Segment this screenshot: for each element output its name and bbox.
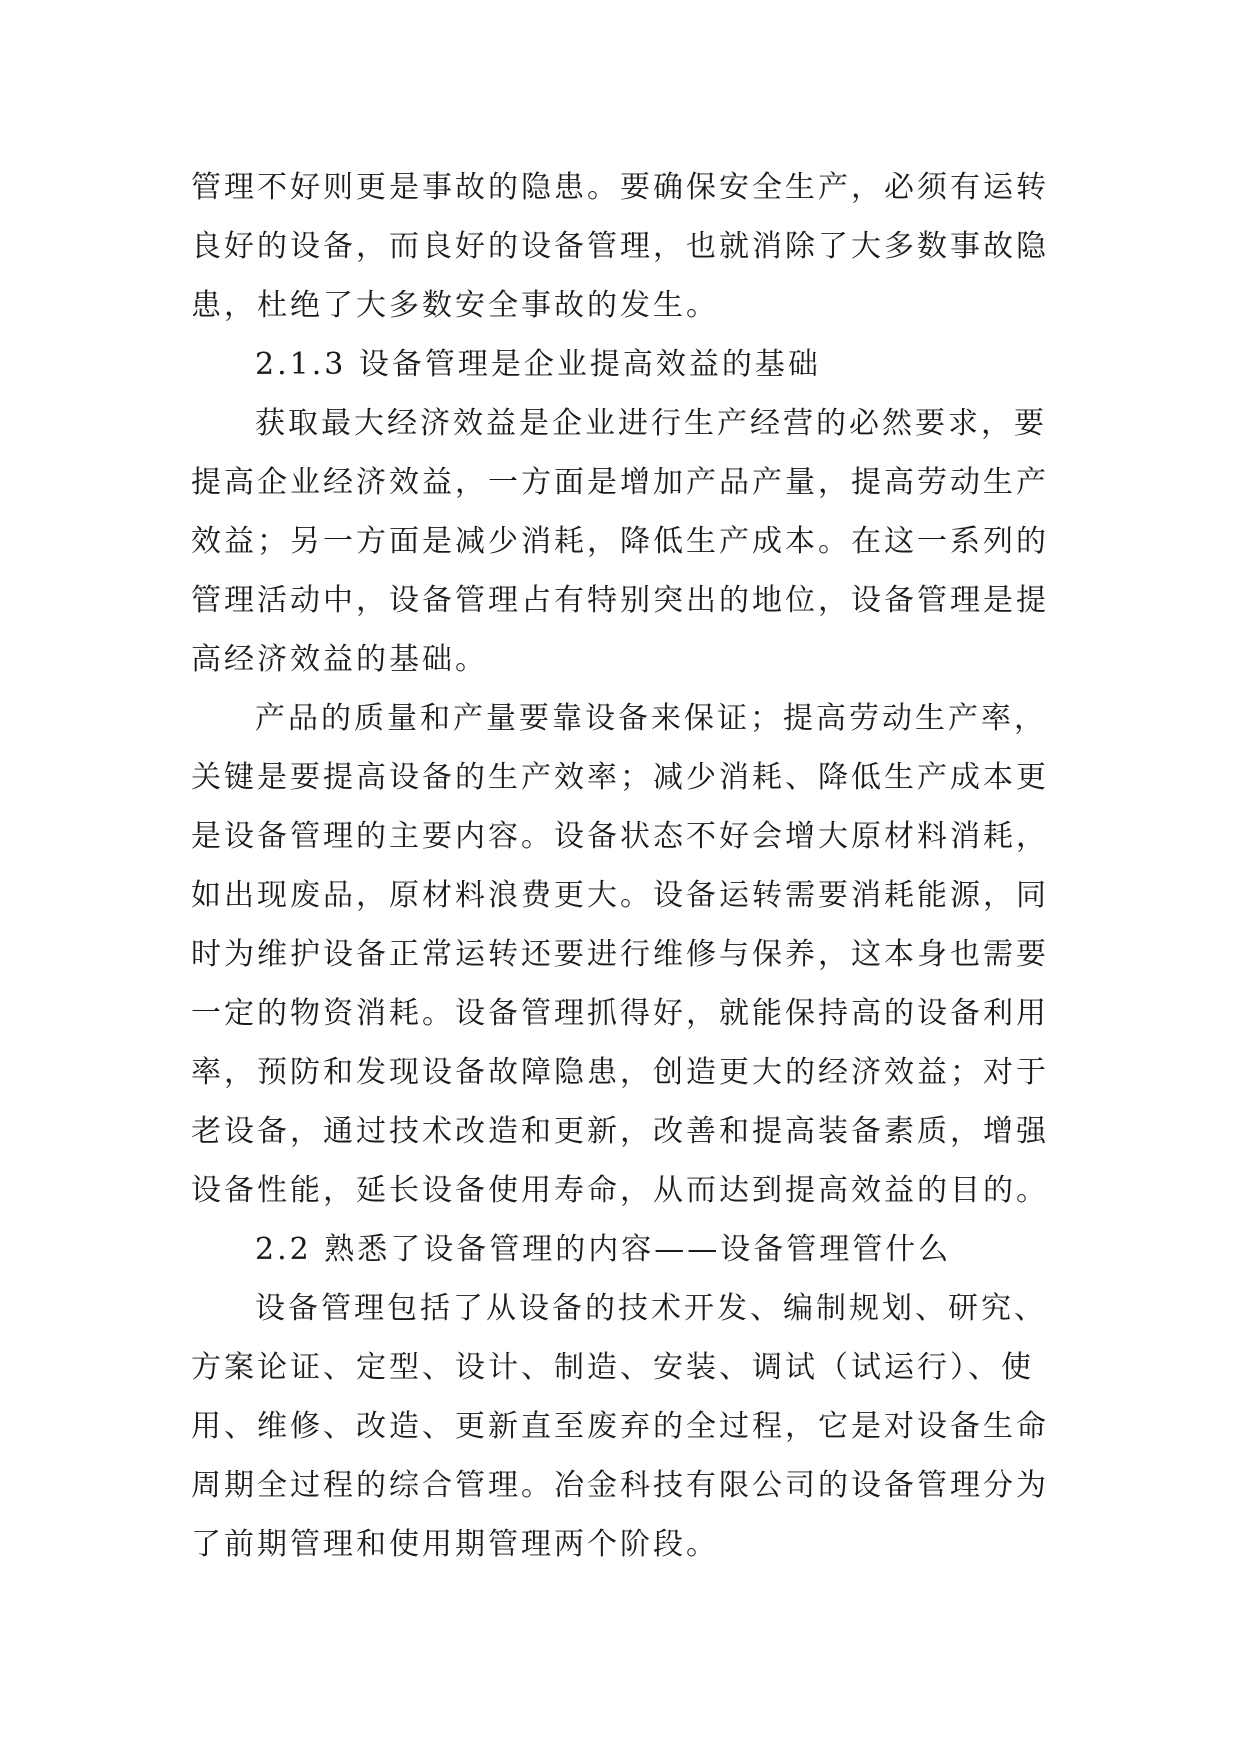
text-line: 关键是要提高设备的生产效率；减少消耗、降低生产成本更 [191,760,1049,795]
text-line: 是设备管理的主要内容。设备状态不好会增大原材料消耗， [191,819,1049,854]
text-line: 方案论证、定型、设计、制造、安装、调试（试运行）、使 [191,1350,1034,1385]
text-line: 一定的物资消耗。设备管理抓得好，就能保持高的设备利用 [191,996,1049,1031]
text-line: 产品的质量和产量要靠设备来保证；提高劳动生产率， [255,701,1047,736]
text-line: 高经济效益的基础。 [191,642,488,677]
text-line: 管理活动中，设备管理占有特别突出的地位，设备管理是提 [191,583,1049,618]
text-line: 效益；另一方面是减少消耗，降低生产成本。在这一系列的 [191,524,1049,559]
text-line: 获取最大经济效益是企业进行生产经营的必然要求，要 [255,406,1047,441]
text-line: 时为维护设备正常运转还要进行维修与保养，这本身也需要 [191,937,1049,972]
text-line: 周期全过程的综合管理。冶金科技有限公司的设备管理分为 [191,1468,1049,1503]
text-line: 如出现废品，原材料浪费更大。设备运转需要消耗能源，同 [191,878,1049,913]
text-line: 率，预防和发现设备故障隐患，创造更大的经济效益；对于 [191,1055,1049,1090]
text-line: 了前期管理和使用期管理两个阶段。 [191,1527,719,1562]
text-line: 患，杜绝了大多数安全事故的发生。 [191,288,719,323]
text-line: 用、维修、改造、更新直至废弃的全过程，它是对设备生命 [191,1409,1049,1444]
text-line: 设备管理包括了从设备的技术开发、编制规划、研究、 [255,1291,1047,1326]
section-heading-2-1-3: 2.1.3 设备管理是企业提高效益的基础 [255,347,821,382]
text-line: 设备性能，延长设备使用寿命，从而达到提高效益的目的。 [191,1173,1049,1208]
text-line: 老设备，通过技术改造和更新，改善和提高装备素质，增强 [191,1114,1049,1149]
section-heading-2-2: 2.2 熟悉了设备管理的内容——设备管理管什么 [255,1232,952,1267]
text-line: 提高企业经济效益，一方面是增加产品产量，提高劳动生产 [191,465,1049,500]
text-line: 管理不好则更是事故的隐患。要确保安全生产，必须有运转 [191,170,1049,205]
document-body [191,158,1071,1574]
text-line: 良好的设备，而良好的设备管理，也就消除了大多数事故隐 [191,229,1049,264]
